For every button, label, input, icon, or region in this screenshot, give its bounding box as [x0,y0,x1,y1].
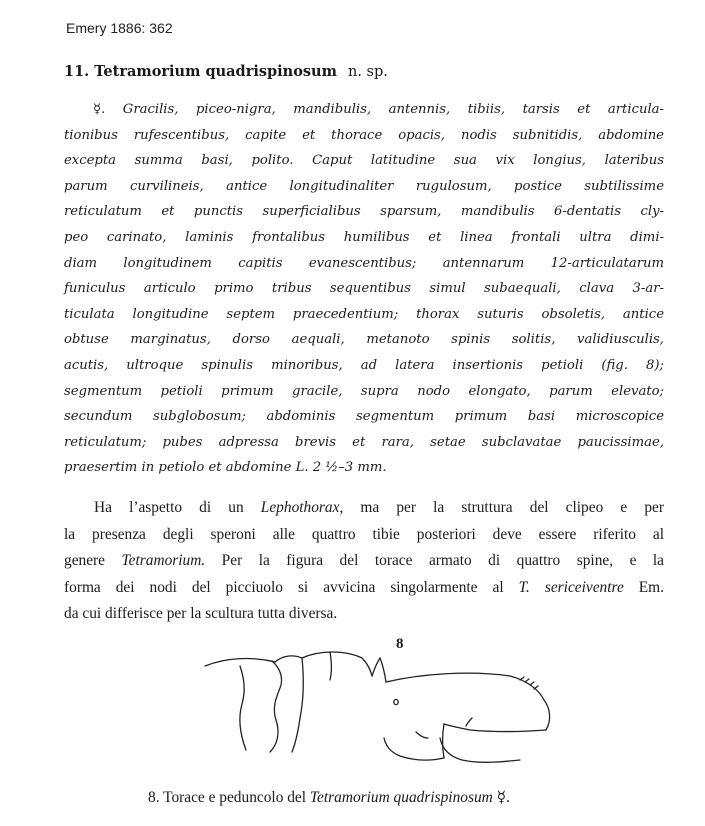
species-number: 11. [64,63,90,80]
spiracle-mark [394,699,398,704]
outline-stroke [372,658,380,676]
outline-stroke [440,738,520,762]
latin-line: excepta summa basi, polito. Caput latitudine sua vix longius, lateribus [64,153,664,169]
latin-line: obtuse marginatus, dorso aequali, metanoto spinis solitis, validiusculis, [64,332,664,348]
latin-line: peo carinato, laminis frontalibus humilibus et linea frontali ultra dimi- [64,229,664,245]
citation-reference: Emery 1886: 362 [66,20,173,36]
latin-line: parum curvilineis, antice longitudinaliter rugulosum, postice subtilissime [64,178,664,194]
outline-stroke [205,659,275,666]
italian-line [64,548,664,575]
latin-line: ticulata longitudine septem praecedentium; thorax suturis obsoletis, antice [64,306,664,322]
latin-line: secundum subglobosum; abdominis segmentum primum basi microscopice [64,409,664,425]
caption-species: Tetramorium quadrispinosum [309,789,493,806]
outline-stroke [380,658,386,682]
hatching-stroke [520,677,538,689]
italian-line: da cui differisce per la scultura tutta diversa. [64,605,338,623]
outline-stroke [302,652,372,676]
latin-line: reticulatum et punctis superficialibus sparsum, mandibulis 6-dentatis cly- [64,204,664,220]
latin-line: funiculus articulo primo tribus sequentibus simul subaequali, clava 3-ar- [64,281,664,297]
genus-name: Lephothorax [260,499,340,516]
species-status: n. sp. [347,64,388,80]
latin-line: segmentum petioli primum gracile, supra nodo elongato, parum elevato; [64,383,664,399]
latin-description [64,97,664,481]
latin-line: reticulatum; pubes adpressa brevis et rara, setae subclavatae paucissimae, [64,434,664,450]
caption-symbol: ☿. [496,789,510,806]
figure-caption [148,788,628,807]
outline-stroke [544,700,550,730]
outline-stroke [444,724,546,732]
caption-text: 8. Torace e peduncolo del [148,789,310,806]
latin-line: acutis, ultroque spinulis minoribus, ad latera insertionis petioli (fig. 8); [64,357,664,373]
outline-stroke [386,673,544,700]
outline-stroke [240,666,246,750]
latin-line: praesertim in petiolo et abdomine L. 2 ½–3 mm. [64,460,387,476]
species-heading [64,63,388,80]
text-run: forma dei nodi del picciuolo si avvicina singolarmente al [64,578,519,596]
italian-line [64,575,664,602]
species-name: Tetramorium quadrispinosum [94,63,337,80]
thorax-illustration [180,628,580,778]
thorax-drawing [180,628,580,778]
text-run: Ha l’aspetto di un [94,499,261,516]
text-run: , ma per la struttura del clipeo e per [339,499,664,516]
outline-stroke [384,738,444,760]
genus-name: Tetramorium. [121,552,206,570]
outline-stroke [292,658,303,752]
outline-stroke [443,724,445,758]
outline-stroke [466,718,472,726]
text-run: Em. [623,578,664,596]
text-run: genere [64,552,122,570]
outline-stroke [275,656,302,662]
species-name-ref: T. sericeiventre [518,578,624,596]
italian-line: la presenza degli speroni alle quattro tibie posteriori deve essere riferito al [64,525,664,543]
figure-number: 8 [396,636,404,652]
italian-paragraph [64,495,664,628]
latin-line: tionibus rufescentibus, capite et thorace opacis, nodis subnitidis, abdomine [64,127,664,143]
outline-stroke [330,652,332,680]
latin-line: diam longitudinem capitis evanescentibus; antennarum 12-articulatarum [64,255,664,271]
outline-stroke [416,732,428,738]
latin-line: ☿. Gracilis, piceo-nigra, mandibulis, antennis, tibiis, tarsis et articula- [93,102,664,117]
text-run: Per la figura del torace armato di quattro spine, e la [205,552,665,570]
outline-stroke [270,661,282,752]
italian-line [64,495,664,522]
